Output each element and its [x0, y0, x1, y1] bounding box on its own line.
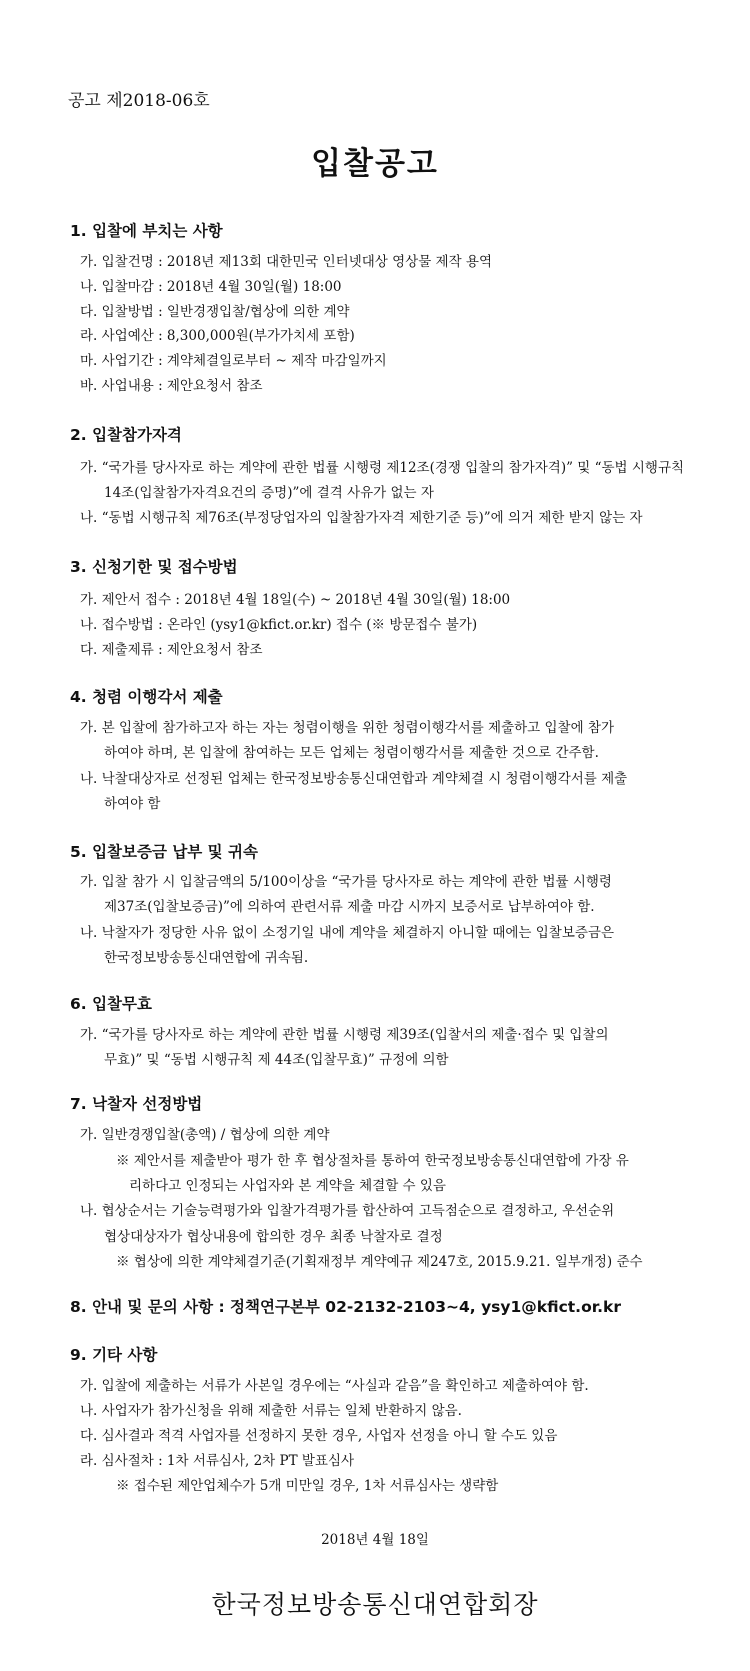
- section-line: 협상대상자가 협상내용에 합의한 경우 최종 낙찰자로 결정: [104, 1229, 443, 1245]
- section-line: 하여야 함: [104, 796, 161, 812]
- section-line: 나. 접수방법 : 온라인 (ysy1@kfict.or.kr) 접수 (※ 방문접수 불가): [80, 617, 478, 633]
- signer-name: 한국정보방송통신대연합회장: [211, 1590, 539, 1619]
- section-line: 다. 심사결과 적격 사업자를 선정하지 못한 경우, 사업자 선정을 아니 할 수도 있음: [80, 1428, 558, 1444]
- section-heading: 5. 입찰보증금 납부 및 귀속: [70, 843, 258, 861]
- section-heading: 3. 신청기한 및 접수방법: [70, 558, 238, 576]
- section-line: 라. 심사절차 : 1차 서류심사, 2차 PT 발표심사: [80, 1453, 355, 1469]
- section-line: 가. 입찰 참가 시 입찰금액의 5/100이상을 “국가를 당사자로 하는 계약에 관한 법률 시행령: [80, 874, 612, 890]
- section-heading: 4. 청렴 이행각서 제출: [70, 688, 223, 706]
- section-line: 가. “국가를 당사자로 하는 계약에 관한 법률 시행령 제12조(경쟁 입찰의 참가자격)” 및 “동법 시행규칙: [80, 460, 685, 476]
- section-line: 리하다고 인정되는 사업자와 본 계약을 체결할 수 있음: [129, 1178, 446, 1194]
- notice-number: 공고 제2018-06호: [68, 91, 210, 111]
- section-line: 마. 사업기간 : 계약체결일로부터 ~ 제작 마감일까지: [80, 353, 387, 369]
- section-line: 제37조(입찰보증금)”에 의하여 관련서류 제출 마감 시까지 보증서로 납부하여야 함.: [104, 899, 595, 915]
- section-line: 가. 일반경쟁입찰(총액) / 협상에 의한 계약: [80, 1127, 330, 1143]
- section-line: ※ 제안서를 제출받아 평가 한 후 협상절차를 통하여 한국정보방송통신대연합에 가장 유: [116, 1153, 629, 1169]
- section-line: 나. 낙찰자가 정당한 사유 없이 소정기일 내에 계약을 체결하지 아니할 때에는 입찰보증금은: [80, 925, 615, 941]
- section-heading: 1. 입찰에 부치는 사항: [70, 222, 223, 240]
- section-line: ※ 협상에 의한 계약체결기준(기획재정부 계약예규 제247호, 2015.9.21. 일부개정) 준수: [116, 1254, 643, 1270]
- section-heading: 2. 입찰참가자격: [70, 426, 182, 444]
- section-line: 나. 사업자가 참가신청을 위해 제출한 서류는 일체 반환하지 않음.: [80, 1403, 462, 1419]
- section-line: 나. 협상순서는 기술능력평가와 입찰가격평가를 합산하여 고득점순으로 결정하고, 우선순위: [80, 1203, 615, 1219]
- section-line: 가. 제안서 접수 : 2018년 4월 18일(수) ~ 2018년 4월 30일(월) 18:00: [80, 592, 511, 608]
- section-line: 한국정보방송통신대연합에 귀속됨.: [104, 950, 309, 966]
- section-line: 라. 사업예산 : 8,300,000원(부가가치세 포함): [80, 328, 355, 344]
- section-line: 다. 입찰방법 : 일반경쟁입찰/협상에 의한 계약: [80, 304, 350, 320]
- announcement-date: 2018년 4월 18일: [321, 1532, 429, 1548]
- section-line: 바. 사업내용 : 제안요청서 참조: [80, 378, 263, 394]
- section-line: 14조(입찰참가자격요건의 증명)”에 결격 사유가 없는 자: [104, 485, 434, 501]
- section-line: ※ 접수된 제안업체수가 5개 미만일 경우, 1차 서류심사는 생략함: [116, 1478, 499, 1494]
- section-line: 무효)” 및 “동법 시행규칙 제 44조(입찰무효)” 규정에 의함: [104, 1052, 449, 1068]
- section-line: 나. “동법 시행규칙 제76조(부정당업자의 입찰참가자격 제한기준 등)”에 의거 제한 받지 않는 자: [80, 510, 643, 526]
- section-line: 하여야 하며, 본 입찰에 참여하는 모든 업체는 청렴이행각서를 제출한 것으로 간주함.: [104, 745, 599, 761]
- section-heading: 6. 입찰무효: [70, 995, 152, 1013]
- section-line: 가. 본 입찰에 참가하고자 하는 자는 청렴이행을 위한 청렴이행각서를 제출하고 입찰에 참가: [80, 720, 615, 736]
- section-line: 나. 입찰마감 : 2018년 4월 30일(월) 18:00: [80, 279, 342, 295]
- section-line: 다. 제출제류 : 제안요청서 참조: [80, 642, 263, 658]
- document-title: 입찰공고: [311, 146, 439, 182]
- section-line: 가. 입찰건명 : 2018년 제13회 대한민국 인터넷대상 영상물 제작 용역: [80, 254, 492, 270]
- section-heading: 7. 낙찰자 선정방법: [70, 1095, 203, 1113]
- section-line: 나. 낙찰대상자로 선정된 업체는 한국정보방송통신대연합과 계약체결 시 청렴이행각서를 제출: [80, 771, 628, 787]
- section-line: 가. 입찰에 제출하는 서류가 사본일 경우에는 “사실과 같음”을 확인하고 제출하여야 함.: [80, 1378, 589, 1394]
- contact-heading: 8. 안내 및 문의 사항 : 정책연구본부 02-2132-2103~4, ysy1@kfict.or.kr: [70, 1298, 621, 1316]
- section-heading: 9. 기타 사항: [70, 1346, 158, 1364]
- section-line: 가. “국가를 당사자로 하는 계약에 관한 법률 시행령 제39조(입찰서의 제출·접수 및 입찰의: [80, 1027, 609, 1043]
